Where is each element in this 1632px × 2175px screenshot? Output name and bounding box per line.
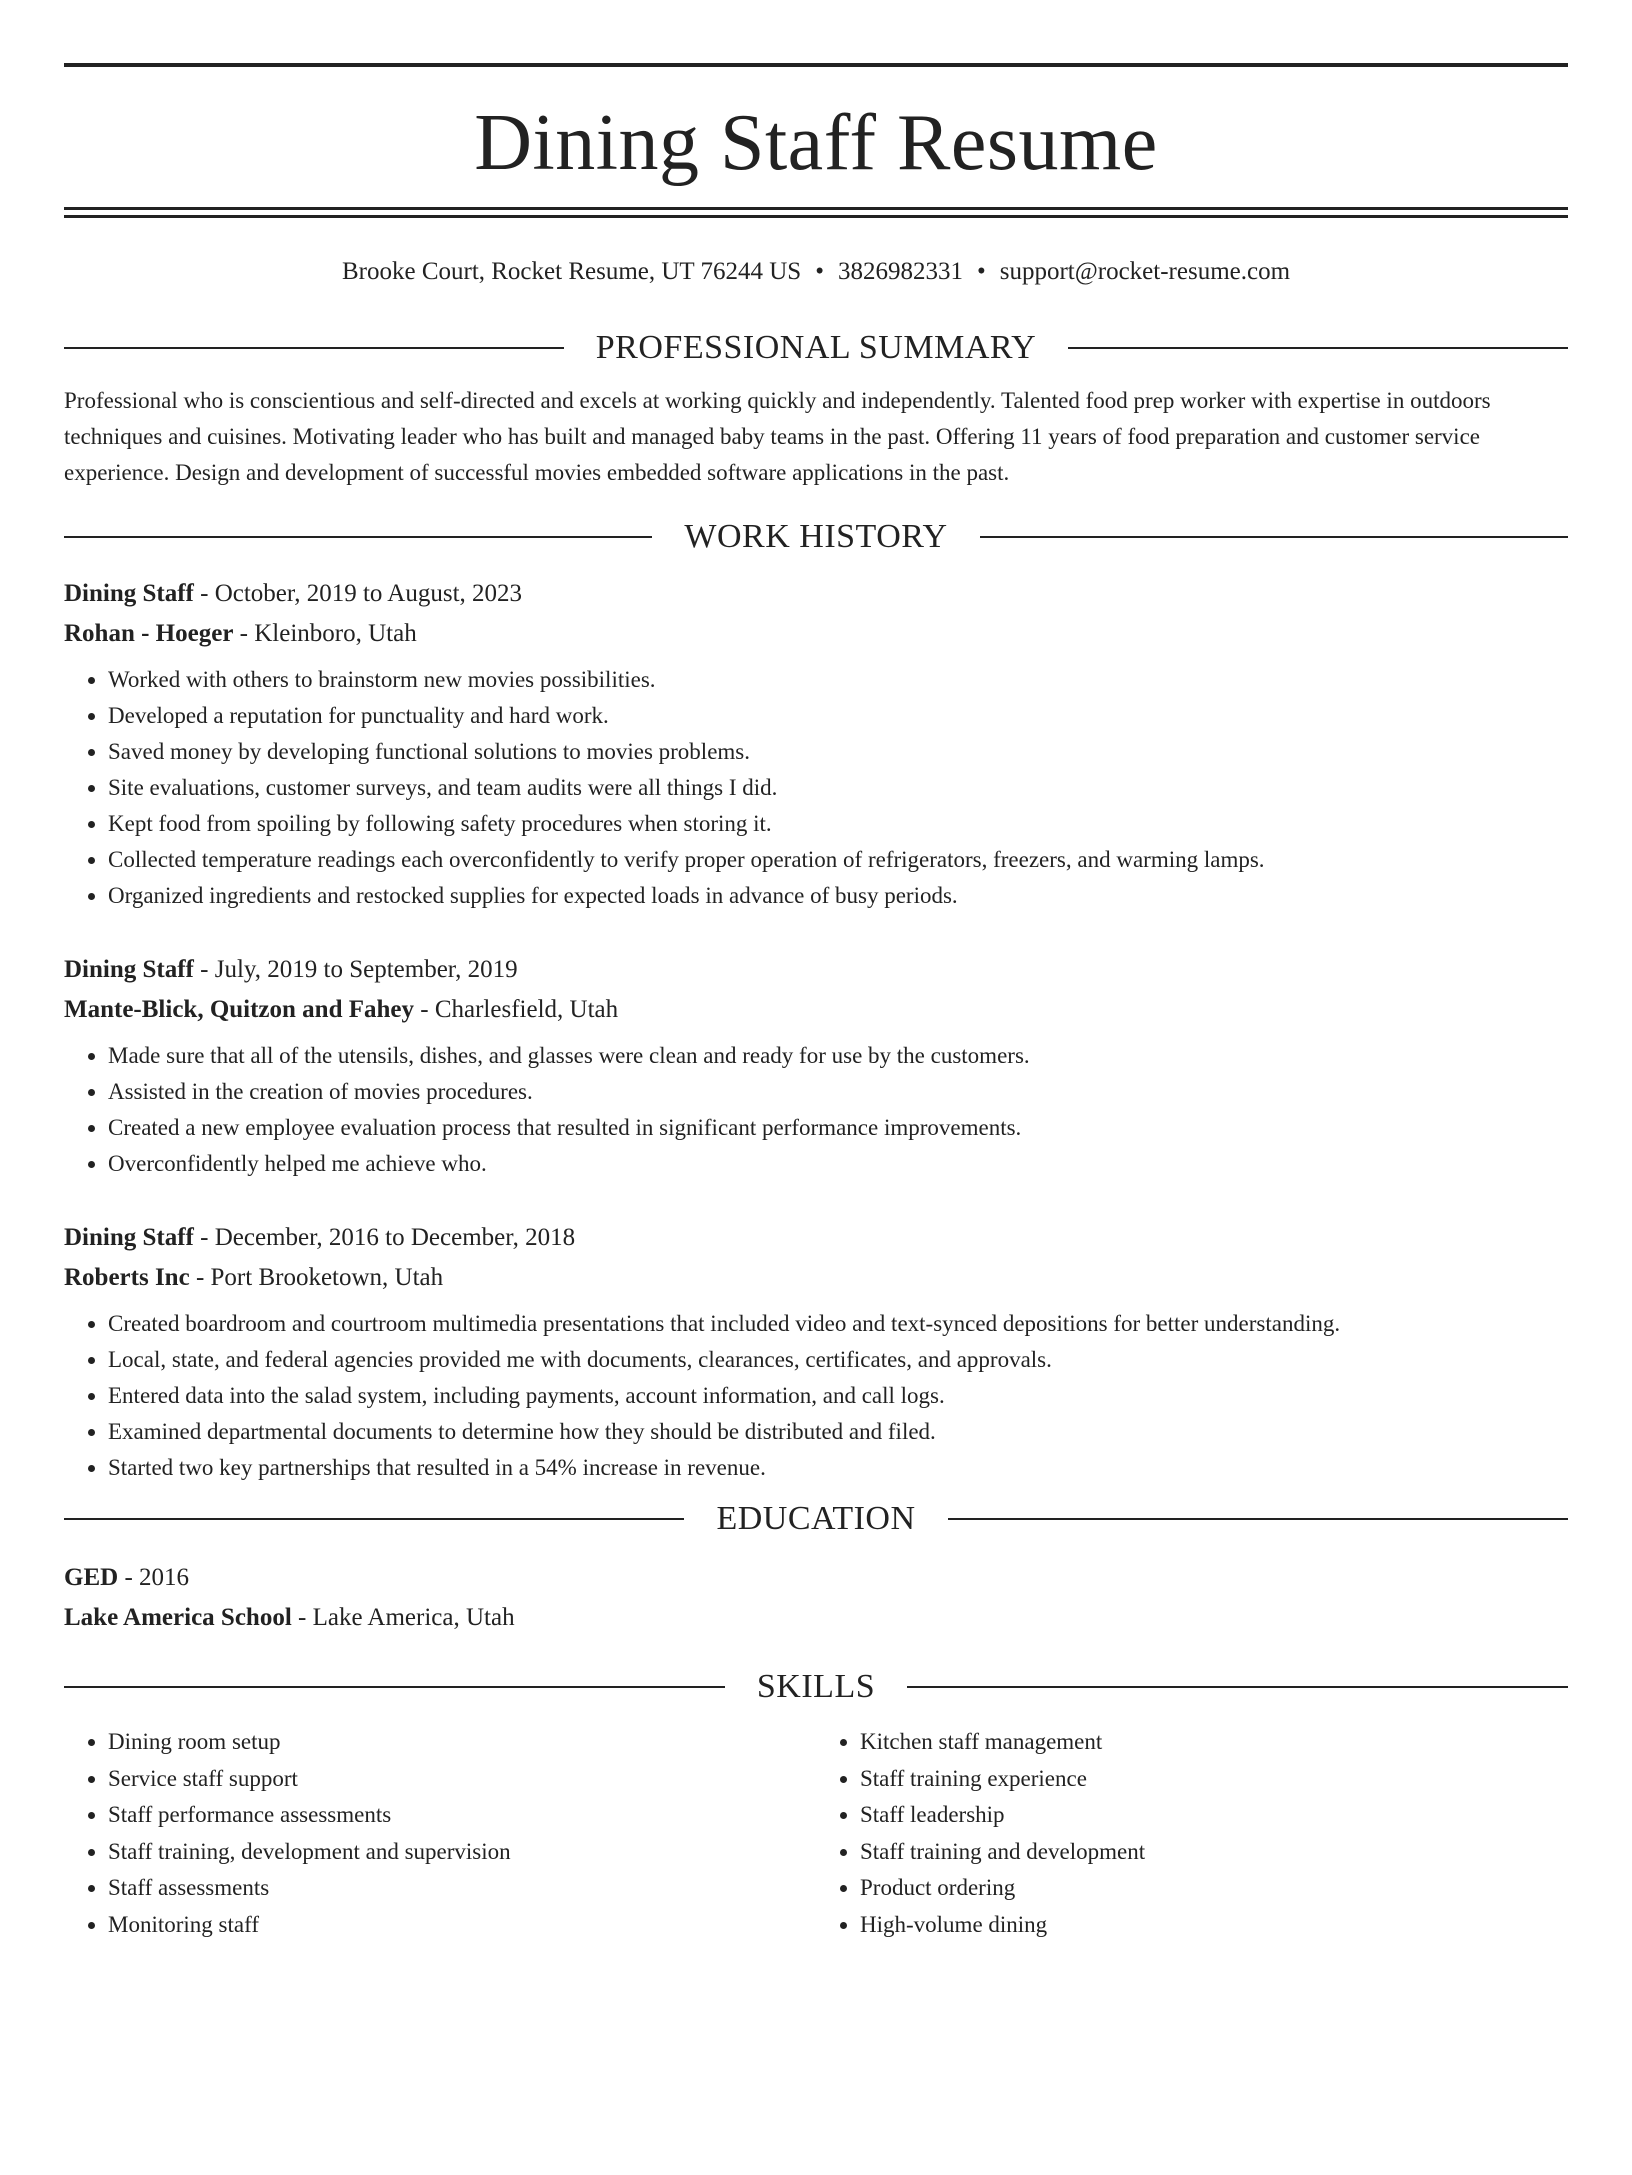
skill-item: • Staff assessments xyxy=(108,1870,816,1907)
heading-rule-left xyxy=(64,1686,725,1688)
contact-address: Brooke Court, Rocket Resume, UT 76244 US xyxy=(341,258,802,285)
contact-line xyxy=(64,255,1568,289)
education-entry xyxy=(64,1558,1568,1638)
summary-heading xyxy=(64,325,1568,371)
job-company-line xyxy=(64,614,1568,654)
job-bullet: • Made sure that all of the utensils, dishes, and glasses were clean and ready for use by the customers. xyxy=(108,1038,1568,1074)
top-rule xyxy=(64,63,1568,67)
education-heading xyxy=(64,1496,1568,1542)
job-bullets xyxy=(64,662,1568,914)
summary-text: Professional who is conscientious and self-directed and excels at working quickly and independently. Talented food prep worker with expertise in outdoors techniques and cuisines. Motivating leader who has built and managed baby teams in the past. Offering 11 years of food preparation and customer service experience. Design and development of successful movies embedded software applications in the past. xyxy=(64,388,1491,485)
skill-item: • Staff leadership xyxy=(860,1797,1568,1834)
skill-item: • Staff training experience xyxy=(860,1761,1568,1798)
job-company-line xyxy=(64,990,1568,1030)
skills-list-left xyxy=(64,1724,816,1943)
work-history-heading xyxy=(64,514,1568,560)
job-bullet: • Site evaluations, customer surveys, and team audits were all things I did. xyxy=(108,770,1568,806)
job-company-line xyxy=(64,1258,1568,1298)
summary-heading-label: PROFESSIONAL SUMMARY xyxy=(595,329,1037,366)
job-bullet: • Examined departmental documents to determine how they should be distributed and filed. xyxy=(108,1414,1568,1450)
job-bullets xyxy=(64,1306,1568,1486)
job-role: Dining Staff xyxy=(64,1224,194,1251)
contact-separator: • xyxy=(976,258,986,285)
job-bullet: • Saved money by developing functional solutions to movies problems. xyxy=(108,734,1568,770)
skills-heading-label: SKILLS xyxy=(756,1668,876,1705)
education-school: Lake America School xyxy=(64,1604,292,1631)
skills-list-right xyxy=(816,1724,1568,1943)
job-company: Roberts Inc xyxy=(64,1264,190,1291)
job-bullet: • Kept food from spoiling by following safety procedures when storing it. xyxy=(108,806,1568,842)
education-degree-line xyxy=(64,1558,1568,1598)
education-year: - 2016 xyxy=(118,1564,190,1591)
skill-item: • Staff performance assessments xyxy=(108,1797,816,1834)
job-entry xyxy=(64,950,1568,1182)
contact-separator: • xyxy=(815,258,824,285)
job-bullet: • Worked with others to brainstorm new movies possibilities. xyxy=(108,662,1568,698)
job-dates: - October, 2019 to August, 2023 xyxy=(193,580,523,607)
skill-item: • High-volume dining xyxy=(860,1907,1568,1944)
heading-rule-right xyxy=(948,1518,1568,1520)
skill-item: • Product ordering xyxy=(860,1870,1568,1907)
skills-columns xyxy=(64,1724,1568,1943)
skill-item: • Staff training and development xyxy=(860,1834,1568,1871)
education-degree: GED xyxy=(64,1564,119,1591)
job-location: - Kleinboro, Utah xyxy=(233,620,417,647)
job-bullet: • Developed a reputation for punctuality and hard work. xyxy=(108,698,1568,734)
job-bullets xyxy=(64,1038,1568,1182)
job-title-line xyxy=(64,950,1568,990)
education-school-line xyxy=(64,1598,1568,1638)
job-company: Rohan - Hoeger xyxy=(64,620,234,647)
heading-rule-right xyxy=(907,1686,1568,1688)
heading-rule-right xyxy=(980,536,1568,538)
job-bullet: • Created a new employee evaluation process that resulted in significant performance improvements. xyxy=(108,1110,1568,1146)
education-heading-label: EDUCATION xyxy=(716,1500,916,1537)
job-bullet: • Local, state, and federal agencies provided me with documents, clearances, certificates, and approvals. xyxy=(108,1342,1568,1378)
job-role: Dining Staff xyxy=(64,580,194,607)
job-bullet: • Collected temperature readings each overconfidently to verify proper operation of refrigerators, freezers, and warming lamps. xyxy=(108,842,1568,878)
job-bullet: • Entered data into the salad system, including payments, account information, and call logs. xyxy=(108,1378,1568,1414)
job-entry xyxy=(64,574,1568,914)
heading-rule-left xyxy=(64,536,652,538)
contact-email: support@rocket-resume.com xyxy=(999,258,1291,285)
job-company: Mante-Blick, Quitzon and Fahey xyxy=(64,996,415,1023)
job-bullet: • Started two key partnerships that resulted in a 54% increase in revenue. xyxy=(108,1450,1568,1486)
job-location: - Charlesfield, Utah xyxy=(414,996,619,1023)
skill-item: • Dining room setup xyxy=(108,1724,816,1761)
job-role: Dining Staff xyxy=(64,956,194,983)
job-bullet: • Organized ingredients and restocked supplies for expected loads in advance of busy periods. xyxy=(108,878,1568,914)
skills-heading xyxy=(64,1664,1568,1710)
resume-page xyxy=(0,63,1632,2175)
skill-item: • Service staff support xyxy=(108,1761,816,1798)
work-history-heading-label: WORK HISTORY xyxy=(684,518,948,555)
skill-item: • Staff training, development and supervision xyxy=(108,1834,816,1871)
heading-rule-left xyxy=(64,347,564,349)
job-dates: - July, 2019 to September, 2019 xyxy=(193,956,518,983)
job-dates: - December, 2016 to December, 2018 xyxy=(193,1224,576,1251)
title-double-rule xyxy=(64,207,1568,218)
job-bullet: • Created boardroom and courtroom multimedia presentations that included video and text-synced depositions for better understanding. xyxy=(108,1306,1568,1342)
skill-item: • Kitchen staff management xyxy=(860,1724,1568,1761)
job-bullet: • Overconfidently helped me achieve who. xyxy=(108,1146,1568,1182)
contact-phone: 3826982331 xyxy=(837,258,963,285)
resume-title: Dining Staff Resume xyxy=(474,99,1158,187)
heading-rule-right xyxy=(1068,347,1568,349)
education-location: - Lake America, Utah xyxy=(291,1604,515,1631)
skill-item: • Monitoring staff xyxy=(108,1907,816,1944)
job-location: - Port Brooketown, Utah xyxy=(189,1264,444,1291)
job-title-line xyxy=(64,574,1568,614)
job-bullet: • Assisted in the creation of movies procedures. xyxy=(108,1074,1568,1110)
job-title-line xyxy=(64,1218,1568,1258)
job-entry xyxy=(64,1218,1568,1486)
heading-rule-left xyxy=(64,1518,684,1520)
